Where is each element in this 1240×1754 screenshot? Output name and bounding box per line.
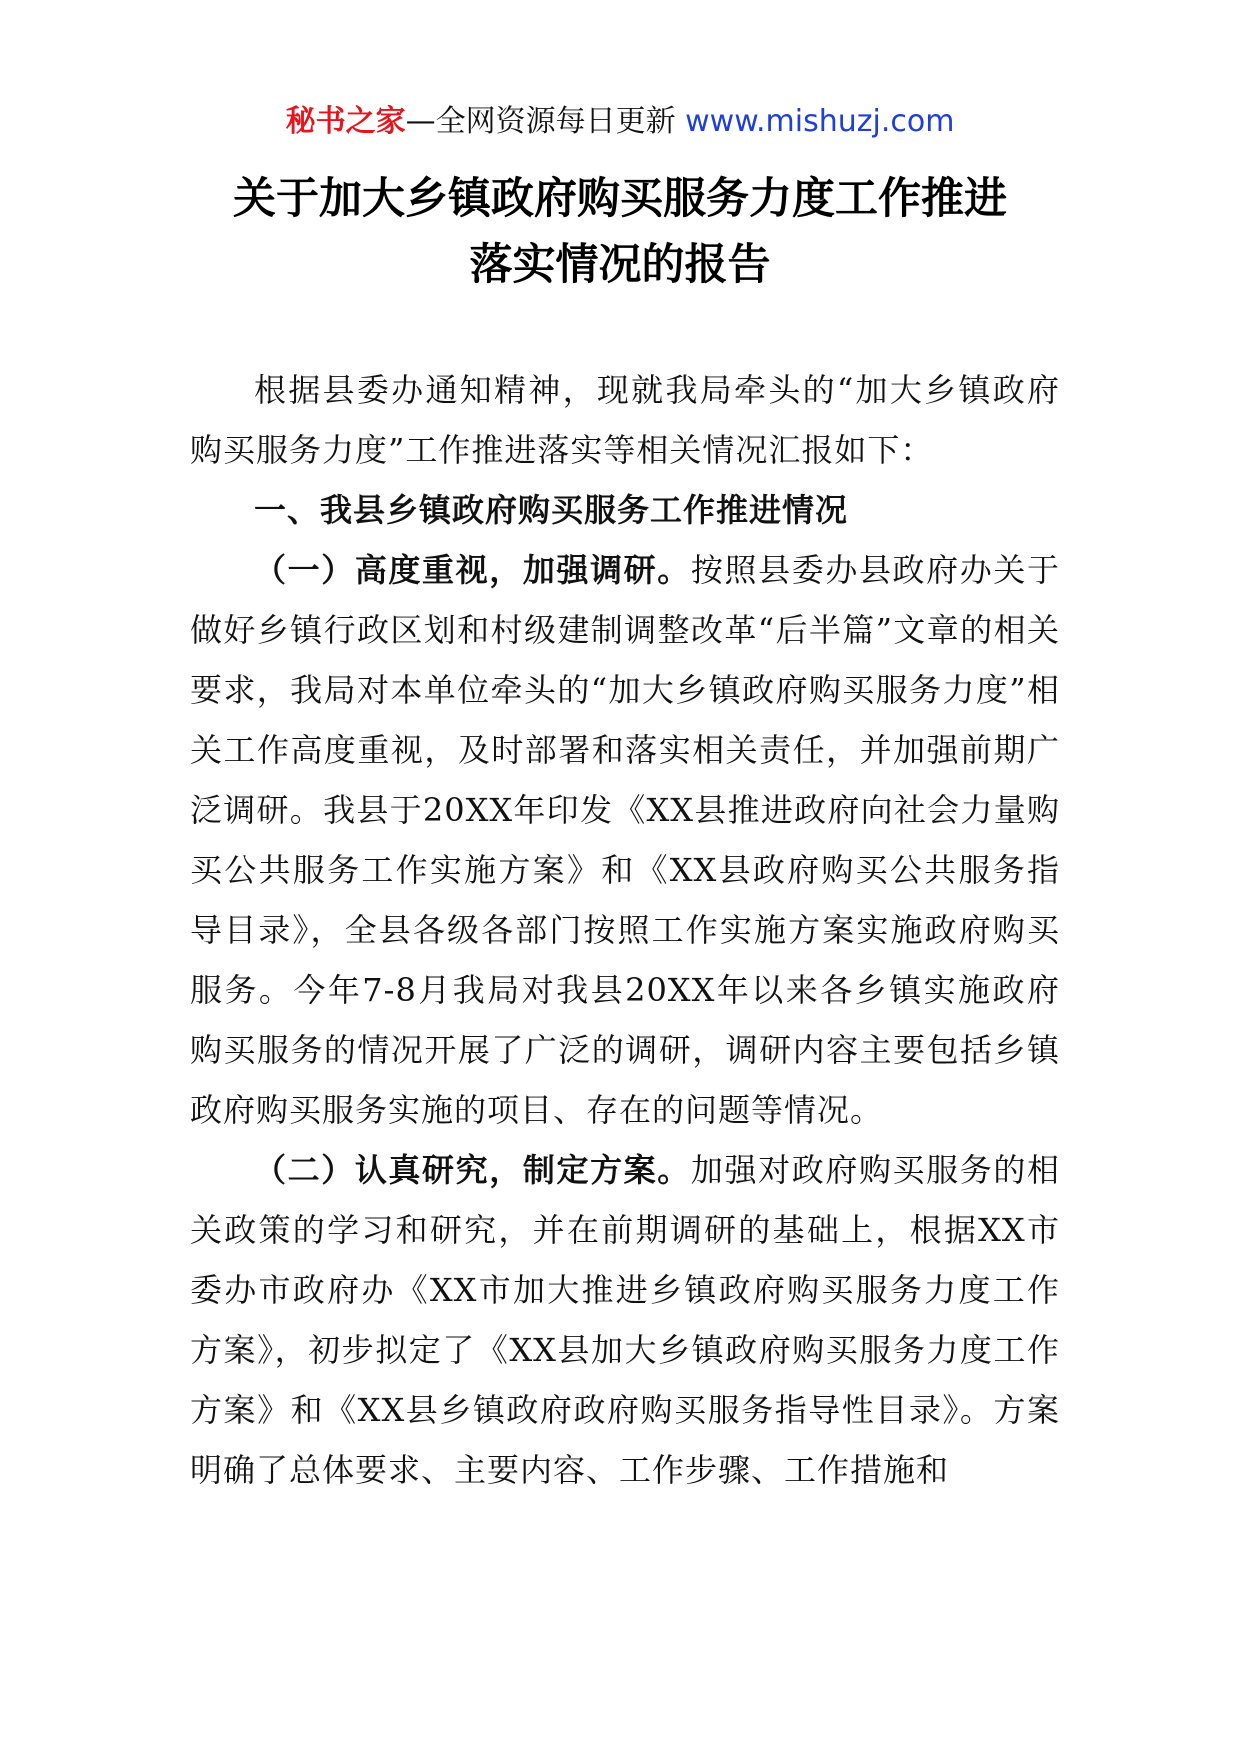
title-line-2: 落实情况的报告: [469, 240, 771, 290]
header-dash: —: [405, 104, 436, 139]
item-1-paragraph: [190, 540, 1060, 1140]
title-line-1: 关于加大乡镇政府购买服务力度工作推进: [233, 174, 1007, 224]
item-2-text: 加强对政府购买服务的相关政策的学习和研究，并在前期调研的基础上，根据XX市委办市政府办《XX市加大推进乡镇政府购买服务力度工作方案》，初步拟定了《XX县加大乡镇政府购买服务力度工作方案》和《XX县乡镇政府政府购买服务指导性目录》。方案明确了总体要求、主要内容、工作步骤、工作措施和: [190, 1151, 1060, 1489]
header-url-link[interactable]: www.mishuzj.com: [685, 104, 955, 139]
document-title: [140, 166, 1100, 298]
intro-paragraph: 根据县委办通知精神，现就我局牵头的“加大乡镇政府购买服务力度”工作推进落实等相关情况汇报如下：: [190, 371, 1060, 469]
brand-name: 秘书之家: [285, 104, 406, 139]
watermark-header: [0, 100, 1240, 144]
item-1-lead: （一）高度重视，加强调研。: [254, 551, 691, 589]
item-2-paragraph: [190, 1140, 1060, 1500]
section-heading-1: 一、我县乡镇政府购买服务工作推进情况: [254, 491, 849, 529]
item-1-text: 按照县委办县政府办关于做好乡镇行政区划和村级建制调整改革“后半篇”文章的相关要求，我局对本单位牵头的“加大乡镇政府购买服务力度”相关工作高度重视，及时部署和落实相关责任，并加强前期广泛调研。我县于20XX年印发《XX县推进政府向社会力量购买公共服务工作实施方案》和《XX县政府购买公共服务指导目录》，全县各级各部门按照工作实施方案实施政府购买服务。今年7-8月我局对我县20XX年以来各乡镇实施政府购买服务的情况开展了广泛的调研，调研内容主要包括乡镇政府购买服务实施的项目、存在的问题等情况。: [190, 551, 1060, 1129]
document-body: [190, 360, 1060, 1500]
item-2-lead: （二）认真研究，制定方案。: [254, 1151, 691, 1189]
header-tagline: 全网资源每日更新: [435, 104, 676, 139]
